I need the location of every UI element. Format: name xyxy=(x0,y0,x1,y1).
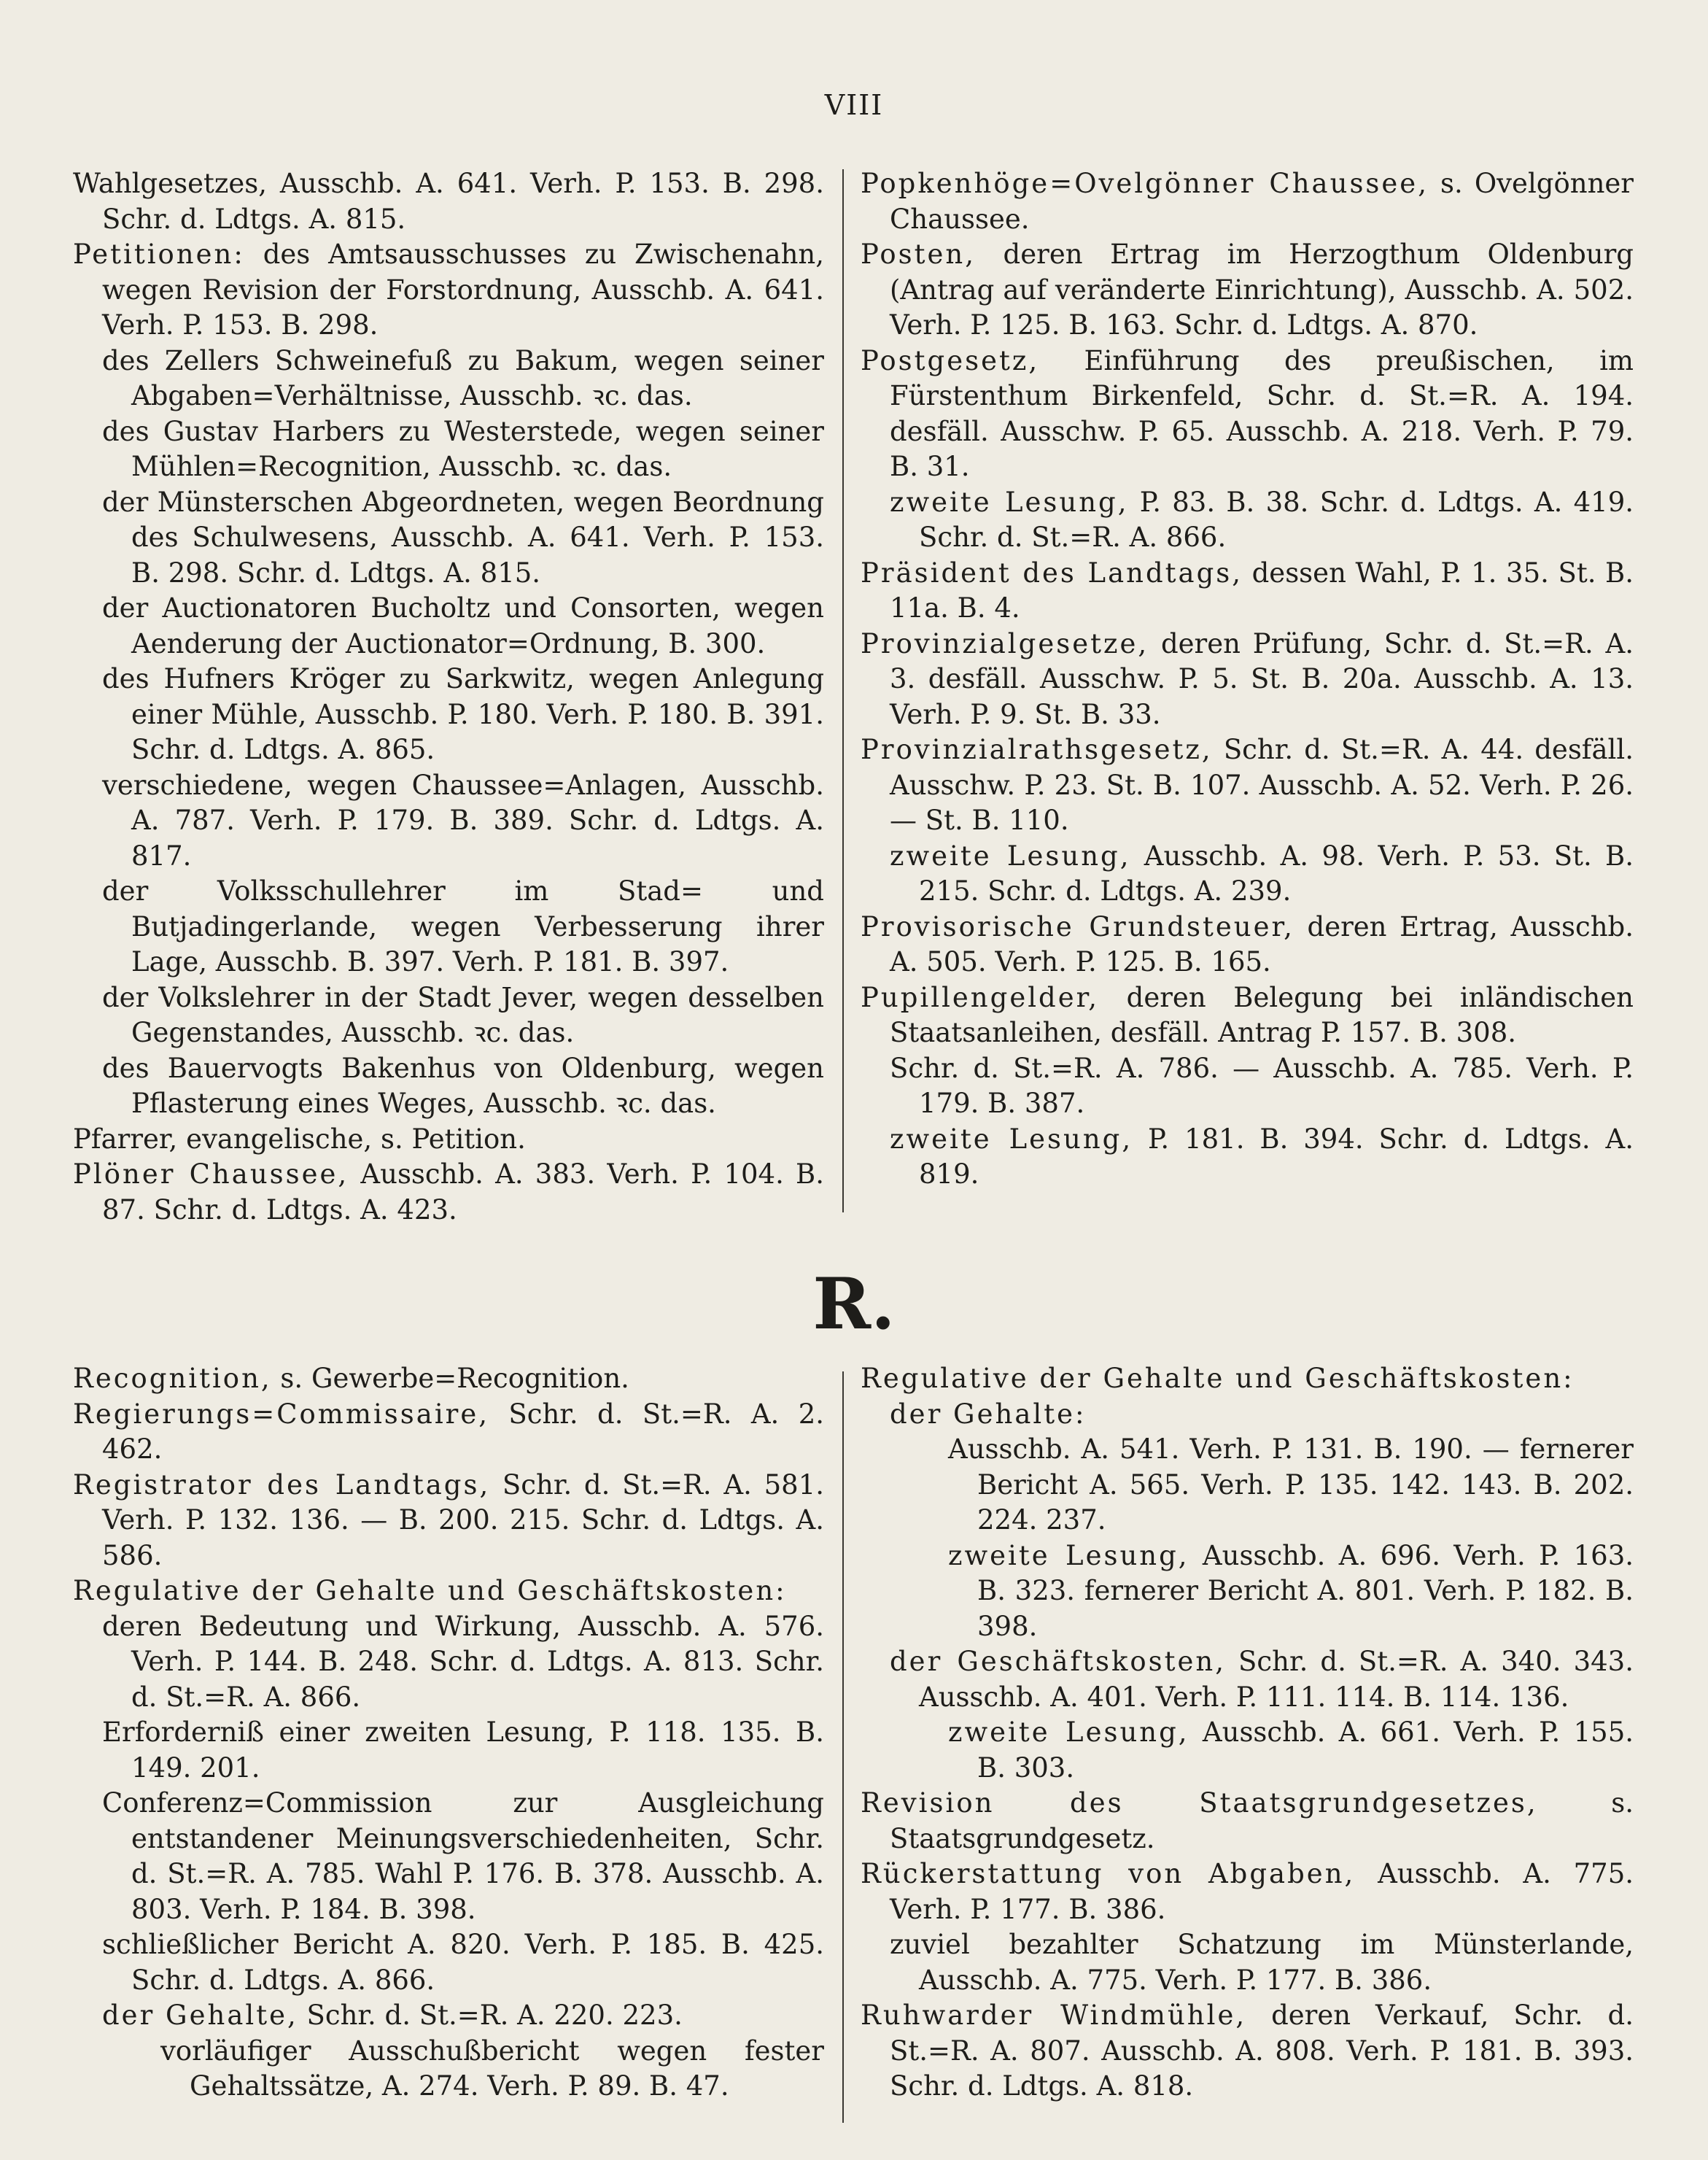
entry-text: Ausschb. A. 775. Verh. P. 177. B. 386. xyxy=(890,1858,1634,1925)
entry-headword: Pupillengelder, xyxy=(861,981,1100,1013)
entry-headword: der Gehalte: xyxy=(890,1398,1087,1430)
index-entry xyxy=(861,627,1634,733)
entry-text: der Volkslehrer in der Stadt Jever, wegen desselben Gegenstandes, Ausschb. ꝛc. das. xyxy=(102,981,824,1048)
entry-text: des Zellers Schweinefuß zu Bakum, wegen seiner Abgaben=Verhältnisse, Ausschb. ꝛc. das. xyxy=(102,344,824,411)
index-entry xyxy=(861,732,1634,839)
index-entry xyxy=(861,1051,1634,1122)
index-column-top-left xyxy=(73,166,824,1228)
index-entry xyxy=(73,980,824,1051)
entry-headword: Plöner Chaussee, xyxy=(73,1158,349,1190)
entry-headword: Provinzialgesetze, xyxy=(861,627,1149,659)
index-entry xyxy=(73,1468,824,1574)
index-entry xyxy=(861,980,1634,1051)
index-entry xyxy=(73,2034,824,2105)
index-entry xyxy=(73,485,824,592)
entry-headword: zweite Lesung, xyxy=(948,1716,1189,1748)
entry-headword: Provinzialrathsgesetz, xyxy=(861,734,1213,765)
entry-headword: Recognition, xyxy=(73,1363,272,1394)
entry-text: Schr. d. St.=R. A. 581. Verh. P. 132. 136. — B. 200. 215. Schr. d. Ldtgs. A. 586. xyxy=(102,1468,824,1571)
entry-headword: Registrator des Landtags, xyxy=(73,1468,491,1501)
entry-headword: Revision des Staatsgrundgesetzes, xyxy=(861,1787,1538,1819)
index-entry xyxy=(861,839,1634,910)
entry-headword: Popkenhöge=Ovelgönner Chaussee, xyxy=(861,168,1429,199)
entry-text: P. 181. B. 394. Schr. d. Ldtgs. A. 819. xyxy=(919,1123,1634,1190)
entry-text: Schr. d. St.=R. A. 340. 343. Ausschb. A. 401. Verh. P. 111. 114. B. 114. 136. xyxy=(919,1646,1634,1713)
index-entry xyxy=(73,1573,824,1609)
entry-text: Schr. d. St.=R. A. 44. desfäll. Ausschw. P. 23. St. B. 107. Ausschb. A. 52. Verh. P. 26. — St. B. 110. xyxy=(890,734,1634,836)
entry-text: dessen Wahl, P. 1. 35. St. B. 11a. B. 4. xyxy=(890,557,1634,624)
index-entry xyxy=(73,414,824,485)
entry-text: s. Ovelgönner Chaussee. xyxy=(890,168,1634,235)
index-entry xyxy=(861,1361,1634,1397)
index-entry xyxy=(73,1051,824,1122)
column-divider-bottom xyxy=(842,1371,844,2123)
index-entry xyxy=(861,1432,1634,1538)
entry-text: deren Ertrag im Herzogthum Oldenburg (Antrag auf veränderte Einrichtung), Ausschb. A. 502. Verh. P. 125. B. 163. Schr. d. Ldtgs. A. 870. xyxy=(890,239,1634,341)
index-entry xyxy=(73,1157,824,1228)
index-entry xyxy=(73,1122,824,1158)
entry-text: Conferenz=Commission zur Ausgleichung entstandener Meinungsverschiedenheiten, Schr. d. St.=R. A. 785. Wahl P. 176. B. 378. Ausschb. A. 803. Verh. P. 184. B. 398. xyxy=(102,1787,824,1925)
index-column-top-right xyxy=(861,166,1634,1193)
entry-text: s. Gewerbe=Recognition. xyxy=(271,1363,629,1394)
index-entry xyxy=(861,1122,1634,1193)
entry-text: Ausschb. A. 696. Verh. P. 163. B. 323. fernerer Bericht A. 801. Verh. P. 182. B. 398. xyxy=(977,1539,1634,1642)
entry-text: der Münsterschen Abgeordneten, wegen Beordnung des Schulwesens, Ausschb. A. 641. Verh. P. 153. B. 298. Schr. d. Ldtgs. A. 815. xyxy=(102,486,824,589)
entry-text: Schr. d. St.=R. A. 2. 462. xyxy=(102,1398,824,1465)
entry-text: der Volksschullehrer im Stad= und Butjadingerlande, wegen Verbesserung ihrer Lage, Ausschb. B. 397. Verh. P. 181. B. 397. xyxy=(102,875,824,978)
entry-headword: der Geschäftskosten, xyxy=(890,1646,1226,1677)
index-entry xyxy=(861,1998,1634,2105)
entry-text: des Bauervogts Bakenhus von Oldenburg, wegen Pflasterung eines Weges, Ausschb. ꝛc. das. xyxy=(102,1052,824,1119)
entry-text: Einführung des preußischen, im Fürstenthum Birkenfeld, Schr. d. St.=R. A. 194. desfäll. Ausschw. P. 65. Ausschb. A. 218. Verh. P. 79. B. 31. xyxy=(890,344,1634,482)
index-entry xyxy=(861,556,1634,627)
entry-headword: zweite Lesung, xyxy=(948,1539,1189,1571)
entry-text: Schr. d. St.=R. A. 220. 223. xyxy=(298,2000,683,2031)
index-entry xyxy=(861,344,1634,485)
entry-text: deren Ertrag, Ausschb. A. 505. Verh. P. 125. B. 165. xyxy=(890,910,1634,978)
entry-headword: Rückerstattung von Abgaben, xyxy=(861,1858,1356,1889)
entry-headword: Regierungs=Commissaire, xyxy=(73,1398,489,1430)
index-entry xyxy=(861,1538,1634,1645)
entry-text: Schr. d. St.=R. A. 786. — Ausschb. A. 785. Verh. P. 179. B. 387. xyxy=(890,1052,1634,1119)
column-divider-top xyxy=(842,169,844,1212)
index-entry xyxy=(73,1397,824,1468)
index-entry xyxy=(861,1927,1634,1998)
index-entry xyxy=(861,910,1634,980)
index-entry xyxy=(73,344,824,414)
entry-text: P. 83. B. 38. Schr. d. Ldtgs. A. 419. Schr. d. St.=R. A. 866. xyxy=(919,486,1634,553)
entry-headword: Regulative der Gehalte und Geschäftskosten: xyxy=(73,1575,787,1606)
index-entry xyxy=(73,237,824,344)
index-column-bottom-left xyxy=(73,1361,824,2105)
index-entry xyxy=(73,1715,824,1786)
entry-text: deren Belegung bei inländischen Staatsanleihen, desfäll. Antrag P. 157. B. 308. xyxy=(890,981,1634,1048)
entry-text: Erforderniß einer zweiten Lesung, P. 118. 135. B. 149. 201. xyxy=(102,1716,824,1784)
index-entry xyxy=(73,1361,824,1397)
entry-headword: zweite Lesung, xyxy=(890,840,1131,872)
entry-text: Ausschb. A. 98. Verh. P. 53. St. B. 215. Schr. d. Ldtgs. A. 239. xyxy=(919,840,1634,907)
entry-text: des Gustav Harbers zu Westerstede, wegen seiner Mühlen=Recognition, Ausschb. ꝛc. das. xyxy=(102,415,824,482)
index-entry xyxy=(861,1397,1634,1433)
index-entry xyxy=(861,485,1634,556)
entry-text: Ausschb. A. 383. Verh. P. 104. B. 87. Schr. d. Ldtgs. A. 423. xyxy=(102,1158,824,1226)
index-entry xyxy=(73,1998,824,2034)
entry-headword: Petitionen: xyxy=(73,239,245,270)
entry-headword: Präsident des Landtags, xyxy=(861,557,1243,589)
index-entry xyxy=(73,166,824,237)
entry-text: Pfarrer, evangelische, s. Petition. xyxy=(73,1123,526,1155)
entry-headword: Ruhwarder Windmühle, xyxy=(861,2000,1247,2031)
index-entry xyxy=(861,1715,1634,1786)
index-entry xyxy=(861,1857,1634,1927)
entry-headword: zweite Lesung, xyxy=(890,486,1129,518)
entry-headword: zweite Lesung, xyxy=(890,1123,1133,1155)
entry-text: deren Bedeutung und Wirkung, Ausschb. A. 576. Verh. P. 144. B. 248. Schr. d. Ldtgs. A. 813. Schr. d. St.=R. A. 866. xyxy=(102,1610,824,1713)
entry-text: der Auctionatoren Bucholtz und Consorten, wegen Aenderung der Auctionator=Ordnung, B. 300. xyxy=(102,592,824,659)
index-entry xyxy=(73,1786,824,1927)
index-entry xyxy=(861,166,1634,237)
entry-headword: der Gehalte, xyxy=(102,2000,298,2031)
entry-text: deren Verkauf, Schr. d. St.=R. A. 807. Ausschb. A. 808. Verh. P. 181. B. 393. Schr. d. Ldtgs. A. 818. xyxy=(890,2000,1634,2102)
entry-headword: Postgesetz, xyxy=(861,344,1040,376)
index-entry xyxy=(73,1609,824,1716)
entry-text: Ausschb. A. 661. Verh. P. 155. B. 303. xyxy=(977,1716,1634,1784)
entry-text: verschiedene, wegen Chaussee=Anlagen, Ausschb. A. 787. Verh. P. 179. B. 389. Schr. d. Ldtgs. A. 817. xyxy=(102,769,824,872)
entry-text: Wahlgesetzes, Ausschb. A. 641. Verh. P. 153. B. 298. Schr. d. Ldtgs. A. 815. xyxy=(73,168,824,235)
index-entry xyxy=(861,237,1634,344)
index-entry xyxy=(73,768,824,875)
entry-text: schließlicher Bericht A. 820. Verh. P. 185. B. 425. Schr. d. Ldtgs. A. 866. xyxy=(102,1929,824,1996)
entry-text: vorläufiger Ausschußbericht wegen fester Gehaltssätze, A. 274. Verh. P. 89. B. 47. xyxy=(160,2035,824,2102)
index-entry xyxy=(861,1644,1634,1715)
index-entry xyxy=(73,591,824,662)
entry-headword: Posten, xyxy=(861,239,977,270)
section-letter: R. xyxy=(812,1263,896,1345)
index-entry xyxy=(73,662,824,768)
entry-text: Ausschb. A. 541. Verh. P. 131. B. 190. — fernerer Bericht A. 565. Verh. P. 135. 142. 143. B. 202. 224. 237. xyxy=(948,1433,1634,1536)
index-entry xyxy=(73,874,824,980)
entry-text: s. Staatsgrundgesetz. xyxy=(890,1787,1634,1854)
index-entry xyxy=(73,1927,824,1998)
index-column-bottom-right xyxy=(861,1361,1634,2105)
entry-headword: Regulative der Gehalte und Geschäftskosten: xyxy=(861,1363,1575,1394)
index-entry xyxy=(861,1786,1634,1857)
entry-text: deren Prüfung, Schr. d. St.=R. A. 3. desfäll. Ausschw. P. 5. St. B. 20a. Ausschb. A. 13. Verh. P. 9. St. B. 33. xyxy=(890,627,1634,730)
entry-headword: Provisorische Grundsteuer, xyxy=(861,910,1294,942)
page-number: VIII xyxy=(824,89,884,121)
entry-text: zuviel bezahlter Schatzung im Münsterlande, Ausschb. A. 775. Verh. P. 177. B. 386. xyxy=(890,1929,1634,1996)
entry-text: des Amtsausschusses zu Zwischenahn, wegen Revision der Forstordnung, Ausschb. A. 641. Verh. P. 153. B. 298. xyxy=(102,239,824,341)
entry-text: des Hufners Kröger zu Sarkwitz, wegen Anlegung einer Mühle, Ausschb. P. 180. Verh. P. 180. B. 391. Schr. d. Ldtgs. A. 865. xyxy=(102,663,824,765)
